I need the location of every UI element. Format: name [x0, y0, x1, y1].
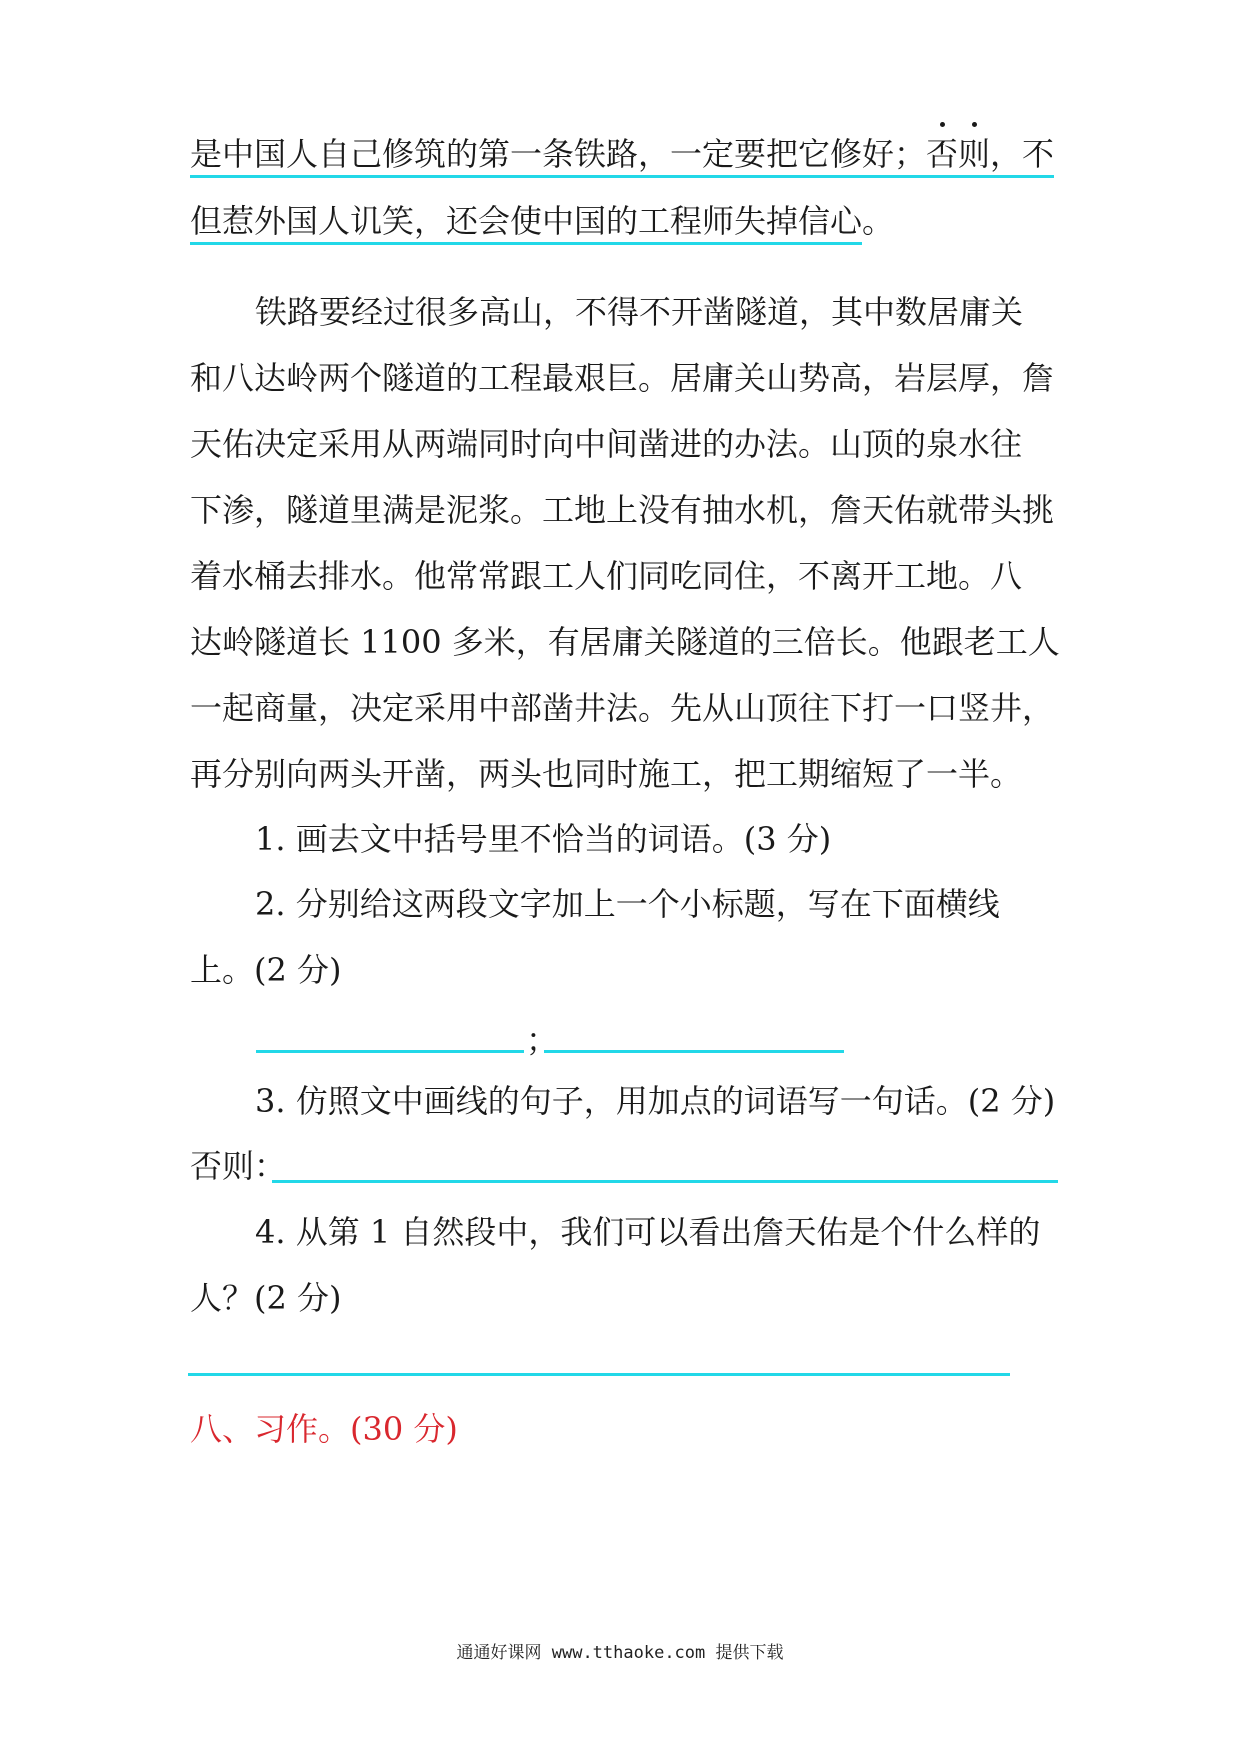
- q3-answer-blank[interactable]: [272, 1180, 1058, 1183]
- passage-p2-line-1: 铁路要经过很多高山，不得不开凿隧道，其中数居庸关: [255, 293, 1024, 331]
- dotted-char-fou: 否: [926, 135, 959, 173]
- section-8-heading: 八、习作。(30 分): [190, 1410, 458, 1448]
- question-4-line-2: 人？(2 分): [190, 1279, 342, 1317]
- question-2-line-1: 2. 分别给这两段文字加上一个小标题，写在下面横线: [255, 885, 1000, 923]
- passage-p2-line-4: 下渗，隧道里满是泥浆。工地上没有抽水机，詹天佑就带头挑: [190, 491, 1055, 529]
- passage-p2-line-6: 达岭隧道长 1100 多米，有居庸关隧道的三倍长。他跟老工人: [190, 623, 1060, 661]
- footer-credit: 通通好课网 www.tthaoke.com 提供下载: [456, 1643, 784, 1663]
- passage-line-2: 但惹外国人讥笑，还会使中国的工程师失掉信心。: [190, 201, 894, 241]
- passage-p2-line-5: 着水桶去排水。他常常跟工人们同吃同住，不离开工地。八: [190, 557, 1023, 595]
- passage-p2-line-2: 和八达岭两个隧道的工程最艰巨。居庸关山势高，岩层厚，詹: [190, 359, 1055, 397]
- q2-answer-blank-1[interactable]: [256, 1050, 524, 1053]
- question-1: 1. 画去文中括号里不恰当的词语。(3 分): [255, 820, 832, 858]
- passage-line-1: [190, 134, 1054, 174]
- passage-p2-line-8: 再分别向两头开凿，两头也同时施工，把工期缩短了一半。: [190, 755, 1023, 793]
- question-4-line-1: 4. 从第 1 自然段中，我们可以看出詹天佑是个什么样的: [255, 1213, 1041, 1251]
- passage-p2-line-3: 天佑决定采用从两端同时向中间凿进的办法。山顶的泉水往: [190, 425, 1023, 463]
- dotted-char-ze: 则: [958, 135, 991, 173]
- q3-prefix: 否则：: [190, 1147, 287, 1185]
- q2-answer-blank-2[interactable]: [544, 1050, 844, 1053]
- underlined-sentence-part-2: 但惹外国人讥笑，还会使中国的工程师失掉信心: [190, 202, 862, 245]
- q2-separator: ；: [526, 1021, 559, 1059]
- passage-p2-line-7: 一起商量，决定采用中部凿井法。先从山顶往下打一口竖井，: [190, 689, 1055, 727]
- underlined-sentence-part-1: 是中国人自己修筑的第一条铁路，一定要把它修好；否则，不: [190, 135, 1054, 178]
- question-2-line-2: 上。(2 分): [190, 951, 342, 989]
- q4-answer-blank[interactable]: [188, 1373, 1010, 1376]
- question-3: 3. 仿照文中画线的句子，用加点的词语写一句话。(2 分): [255, 1082, 1056, 1120]
